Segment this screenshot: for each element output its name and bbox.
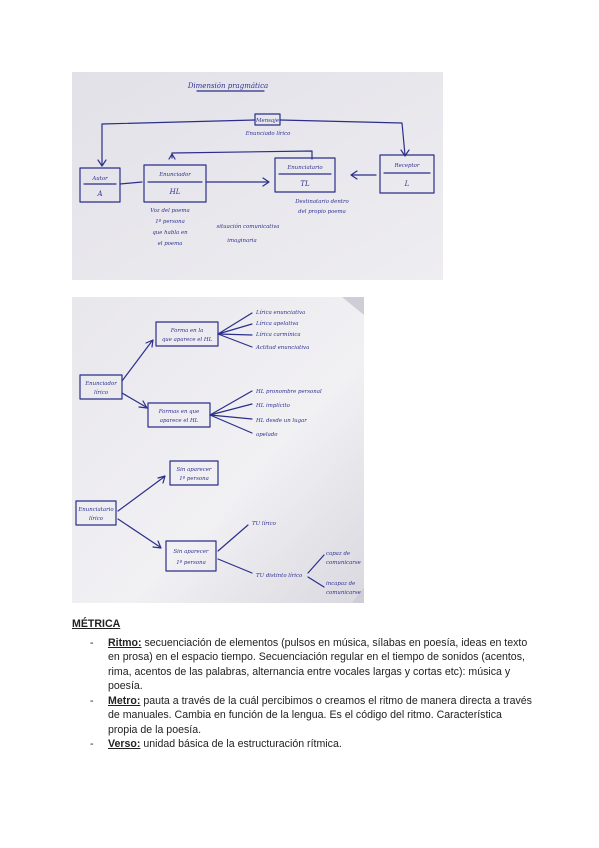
enunciado-lirico-label: Enunciado lírico	[245, 131, 291, 137]
enunciador-abbr: HL	[169, 188, 181, 196]
list-dash: -	[90, 636, 94, 649]
b1-box-1: Sin aparecer	[176, 467, 212, 473]
list-dash: -	[90, 738, 94, 750]
note-enunciador-1: Voz del poema	[150, 208, 190, 214]
definition-metro: pauta a través de la cuál percibimos o creamos el ritmo de manera directa a través de manuales. Cambia en función de la lengua. Es el código del ritmo. Característica propia de la poesía.	[108, 694, 532, 736]
enunciatario-abbr: TL	[300, 180, 310, 188]
enunciatario-lirico-2: lírico	[88, 516, 104, 522]
mid-box-2: aparece el HL	[159, 418, 199, 424]
notebook-photo-concept-map	[72, 297, 364, 603]
b2-item-2: TU distinto lírico	[256, 573, 303, 579]
receptor-label: Receptor	[394, 163, 420, 169]
list-dash: -	[90, 694, 94, 707]
b3-item-3: incapaz de	[326, 581, 356, 587]
mid-item-1: HL pronombre personal	[256, 389, 322, 395]
b3-item-1: capaz de	[326, 551, 351, 557]
receptor-abbr: L	[404, 180, 410, 188]
autor-abbr: A	[97, 190, 103, 198]
mid-item-3: HL desde un lugar	[256, 418, 307, 424]
definition-ritmo: secuenciación de elementos (pulsos en música, sílabas en poesía, ideas en texto en prosa) en el espacio tiempo. Secuenciación regular en el tiempo de sonidos (acentos, rima, acentos de las palabras, alternancia entre vocales largas y cortas etc): música y poesía.	[108, 636, 528, 692]
top-item-4: Actitud enunciativa	[256, 345, 310, 351]
top-item-1: Lírica enunciativa	[256, 310, 306, 316]
note-enunciador-2: 1º persona	[155, 219, 185, 225]
b2-box-2: 1º persona	[176, 560, 206, 566]
term-verso: Verso:	[108, 738, 141, 750]
top-box-1: Forma en la	[170, 328, 204, 334]
autor-label: Autor	[92, 176, 108, 182]
note-enunciatario-2: del propio poema	[298, 209, 346, 215]
note-situacion-1: situación comunicativa	[216, 224, 280, 230]
metrica-section	[72, 617, 532, 752]
enunciador-lirico-1: Enunciador	[85, 381, 117, 387]
b3-item-4: comunicarse	[326, 590, 361, 596]
mid-item-2: HL implícito	[256, 403, 290, 409]
diagram-title: Dimensión pragmática	[187, 82, 269, 90]
enunciador-lirico-2: lírico	[93, 390, 109, 396]
section-heading: MÉTRICA	[72, 618, 121, 630]
top-item-2: Lírica apelativa	[256, 321, 299, 327]
b2-item-1: TU lírico	[252, 521, 276, 527]
note-enunciatario-1: Destinatario dentro	[295, 199, 349, 205]
handwritten-concept-map	[72, 297, 364, 603]
mid-item-4: apelado	[256, 432, 278, 438]
b3-item-2: comunicarse	[326, 560, 361, 566]
definition-verso: unidad básica de la estructuración rítmica.	[140, 738, 342, 750]
term-metro: Metro:	[108, 694, 141, 707]
term-ritmo: Ritmo:	[108, 636, 142, 649]
note-enunciador-3: que habla en	[152, 230, 188, 236]
list-item-metro	[72, 694, 532, 738]
enunciatario-label: Enunciatario	[287, 165, 323, 171]
note-enunciador-4: el poema	[157, 241, 183, 247]
notebook-photo-pragmatic-diagram	[72, 72, 443, 280]
mid-box-1: Formas en que	[158, 409, 200, 415]
list-item-verso	[72, 737, 532, 752]
top-box-2: que aparece el HL	[161, 337, 213, 343]
enunciatario-lirico-1: Enunciatario	[78, 507, 114, 513]
mensaje-label: Mensaje	[255, 118, 280, 124]
list-item-ritmo	[72, 636, 532, 694]
enunciador-label: Enunciador	[159, 172, 191, 178]
handwritten-diagram	[72, 72, 443, 280]
top-item-3: Lírica carmínica	[256, 332, 301, 338]
note-situacion-2: imaginaria	[227, 238, 257, 244]
b1-box-2: 1º persona	[179, 476, 209, 482]
b2-box-1: Sin aparecer	[173, 549, 209, 555]
